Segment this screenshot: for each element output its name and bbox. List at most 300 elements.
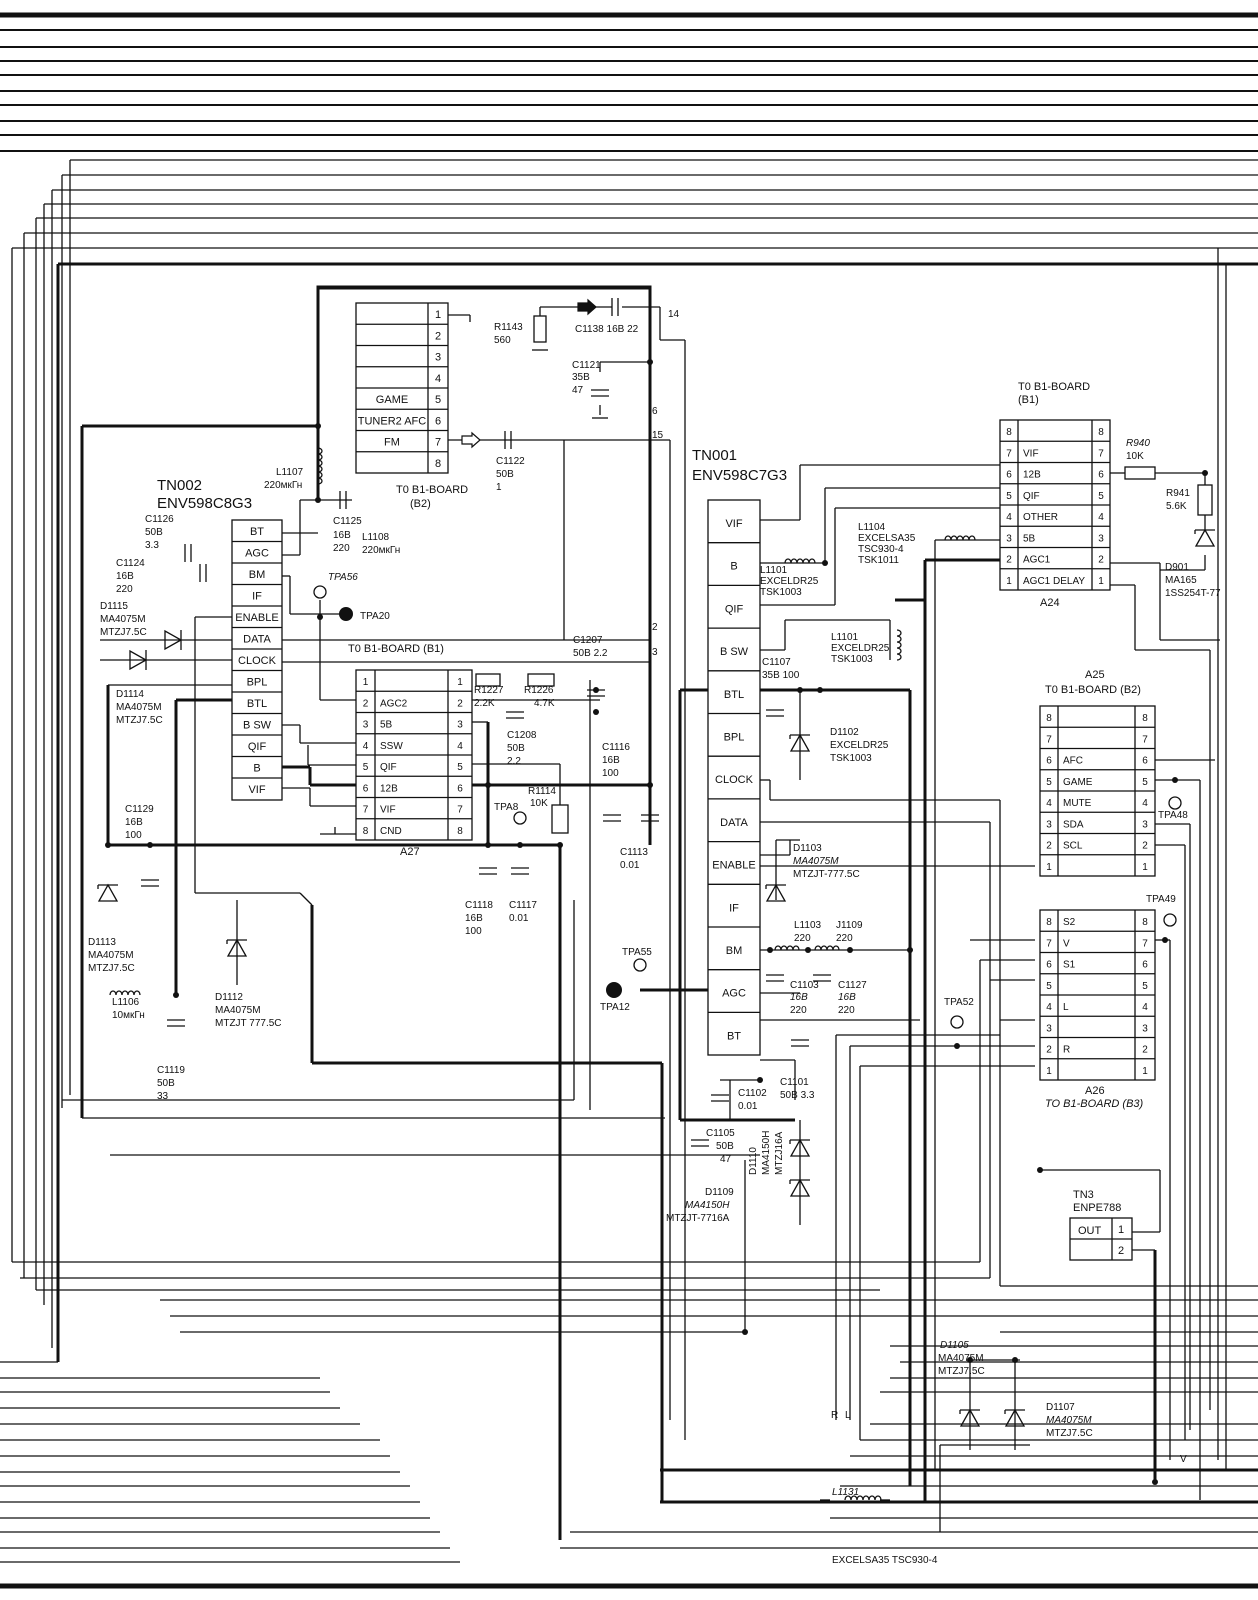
junction-dot: [767, 947, 773, 953]
a24-label-1: AGC1 DELAY: [1023, 575, 1086, 587]
c1116-value: 100: [602, 768, 619, 779]
d1109-label: D1109: [705, 1187, 734, 1198]
c1102-value: 0.01: [738, 1101, 758, 1112]
a25-label-6: AFC: [1063, 755, 1083, 767]
c1103-label: C1103: [790, 980, 819, 991]
a27-label-2: AGC2: [380, 698, 408, 710]
d901-label: D901: [1165, 562, 1189, 573]
a25-title: T0 B1-BOARD (B2): [1045, 684, 1141, 696]
c1118-value: 100: [465, 926, 482, 937]
junction-dot: [1162, 937, 1168, 943]
conn-top-pin-6: 6: [434, 415, 442, 428]
d1102-part-a: EXCELDR25: [830, 740, 889, 751]
a24-pin-right-5: 5: [1098, 490, 1104, 502]
d1114-label: D1114: [116, 689, 144, 700]
l1104-part: EXCELSA35: [858, 533, 916, 544]
c1116-label: C1116: [602, 742, 630, 753]
a26-pin-right-8: 8: [1142, 917, 1148, 928]
junction-dot: [954, 1043, 960, 1049]
d1103-part-b: MTZJT-777.5C: [793, 869, 860, 880]
r940-value: 10K: [1126, 451, 1144, 462]
junction-dot: [805, 947, 811, 953]
c1103-value: 220: [790, 1005, 807, 1016]
c1122-label: C1122: [496, 456, 525, 467]
r941-value: 5.6K: [1166, 501, 1187, 512]
r1143-label: R1143: [494, 322, 523, 333]
tn002-pin-b-sw: B SW: [242, 719, 272, 732]
a24-pin-left-5: 5: [1006, 490, 1012, 502]
d1109-part-a: MA4150H: [685, 1200, 730, 1211]
d1113-part-a: MA4075M: [88, 950, 134, 961]
a26-pin-left-3: 3: [1046, 1023, 1052, 1035]
tn001-pin-if: IF: [729, 902, 739, 915]
c1107-value: 35B 100: [762, 670, 800, 681]
l1108-value: 220мкГн: [362, 545, 401, 556]
junction-dot: [1202, 470, 1208, 476]
a25-pin-right-3: 3: [1142, 819, 1148, 831]
tpa52-test-point: [951, 1016, 963, 1028]
c1127-label: C1127: [838, 980, 867, 991]
conn-top-pin-4: 4: [434, 372, 442, 385]
a24-label-2: AGC1: [1023, 554, 1051, 566]
a26-pin-left-2: 2: [1046, 1044, 1052, 1056]
net-r: R: [831, 1410, 839, 1421]
a26-pin-left-7: 7: [1046, 938, 1052, 950]
conn-top-pin-5: 5: [434, 394, 442, 406]
a24-pin-right-6: 6: [1098, 469, 1104, 481]
a26-title: TO B1-BOARD (B3): [1045, 1098, 1144, 1110]
tn001-pin-bpl: BPL: [723, 731, 745, 744]
tpa8-label: TPA8: [494, 802, 519, 813]
a24-pin-left-2: 2: [1006, 554, 1012, 566]
a27-pin-right-6: 6: [457, 783, 463, 795]
tpa52-label: TPA52: [944, 997, 974, 1008]
r940-label: R940: [1126, 438, 1150, 449]
r1226-value: 4.7K: [534, 698, 555, 709]
net-6: 6: [652, 406, 658, 417]
j1109-value: 220: [836, 933, 853, 944]
tn001-ref: TN001: [692, 447, 738, 464]
net-l: L: [845, 1410, 851, 1421]
a25-pin-left-4: 4: [1046, 798, 1052, 809]
tpa55-label: TPA55: [622, 947, 652, 958]
a25-pin-right-2: 2: [1142, 840, 1148, 852]
tn001-pin-bt: BT: [726, 1030, 742, 1043]
a25-pin-right-6: 6: [1142, 755, 1148, 767]
c1119-rating: 50B: [157, 1078, 175, 1089]
a27-pin-left-2: 2: [362, 698, 369, 710]
l1107-value: 220мкГн: [264, 480, 303, 491]
conn-top-caption-a: T0 B1-BOARD: [396, 484, 469, 496]
a24-label-3: 5B: [1023, 533, 1036, 545]
c1126-rating: 50B: [145, 527, 163, 538]
junction-dot: [1172, 777, 1178, 783]
tn3-out: OUT: [1078, 1225, 1102, 1237]
d1107-label: D1107: [1046, 1402, 1075, 1413]
tn001-pin-data: DATA: [720, 816, 748, 829]
junction-dot: [517, 842, 523, 848]
l1104-label: L1104: [858, 522, 886, 533]
junction-dot: [557, 842, 563, 848]
r1227-label: R1227: [474, 685, 504, 696]
tn001-pin-btl: BTL: [723, 688, 745, 701]
junction-dot: [1012, 1357, 1018, 1363]
a26-label-8: S2: [1063, 917, 1076, 928]
junction-dot: [1037, 1167, 1043, 1173]
l1103-label: L1103: [794, 920, 822, 931]
l1131-label: L1131: [832, 1487, 860, 1498]
a24-pin-left-4: 4: [1006, 512, 1012, 523]
d1110-part-b: MTZJ16A: [774, 1131, 785, 1175]
a26-pin-right-4: 4: [1142, 1002, 1148, 1013]
tn002-pin-clock: CLOCK: [238, 655, 276, 667]
d1109-part-b: MTZJT-7716A: [666, 1213, 730, 1224]
tn002-pin-enable: ENABLE: [235, 612, 279, 624]
a26-pin-right-3: 3: [1142, 1023, 1148, 1035]
c1207-label: C1207: [573, 635, 603, 646]
a25-pin-left-7: 7: [1046, 734, 1052, 746]
a25-pin-right-7: 7: [1142, 734, 1148, 746]
tpa56-label: TPA56: [328, 572, 358, 583]
tn001-pin-b: B: [730, 560, 738, 573]
d1115-part-a: MA4075M: [100, 614, 146, 625]
a27-label-7: VIF: [380, 804, 396, 816]
junction-dot: [105, 842, 111, 848]
a27-label-8: CND: [380, 825, 402, 837]
junction-dot: [907, 947, 913, 953]
r1143-resistor: [534, 316, 546, 342]
a25-pin-left-6: 6: [1046, 755, 1052, 767]
l1106-label: L1106: [112, 997, 140, 1008]
d1112-label: D1112: [215, 992, 243, 1003]
d1112-part-b: MTZJT 777.5C: [215, 1018, 282, 1029]
d1107-part-b: MTZJ7.5C: [1046, 1428, 1093, 1439]
a27-pin-left-4: 4: [362, 740, 369, 752]
c1208-rating: 50B: [507, 743, 525, 754]
c1126-value: 3.3: [145, 540, 159, 551]
c1113-label: C1113: [620, 847, 648, 858]
d1105-part-a: MA4075M: [938, 1353, 984, 1364]
c1127-rating: 16B: [838, 992, 856, 1003]
r940-resistor: [1125, 467, 1155, 479]
tn001-pin-enable: ENABLE: [712, 859, 756, 872]
c1101-label: C1101: [780, 1077, 809, 1088]
junction-dot: [647, 359, 653, 365]
c1118-label: C1118: [465, 900, 493, 911]
a26-label-4: L: [1063, 1002, 1069, 1013]
tn001-pin-qif: QIF: [724, 603, 744, 616]
conn-top-pin-2: 2: [434, 330, 442, 343]
d1105-label: D1105: [940, 1340, 969, 1351]
a24-pin-right-1: 1: [1098, 575, 1104, 587]
a24-pin-left-3: 3: [1006, 533, 1012, 545]
conn-top-pin-7: 7: [434, 436, 442, 449]
a27-pin-left-5: 5: [362, 762, 369, 773]
a26-pin-left-4: 4: [1046, 1002, 1052, 1013]
a27-pin-left-3: 3: [362, 719, 369, 731]
c1129-label: C1129: [125, 804, 154, 815]
a25-pin-right-5: 5: [1142, 776, 1148, 788]
d1110-label: D1110: [748, 1147, 759, 1175]
tn001-pin-bm: BM: [725, 945, 743, 957]
a27-pin-right-4: 4: [457, 740, 463, 752]
junction-dot: [147, 842, 153, 848]
tn001-part: ENV598C7G3: [692, 467, 788, 484]
a27-label-6: 12B: [380, 783, 398, 795]
a26-label-7: V: [1063, 938, 1070, 950]
a24-pin-right-7: 7: [1098, 448, 1104, 460]
d1105-part-b: MTZJ7.5C: [938, 1366, 985, 1377]
c1117-value: 0.01: [509, 913, 529, 924]
d1115-part-b: MTZJ7.5C: [100, 627, 147, 638]
d1114-part-b: MTZJ7.5C: [116, 715, 163, 726]
a27-label-4: SSW: [380, 740, 403, 752]
a25-pin-left-8: 8: [1046, 713, 1052, 724]
a27-pin-right-2: 2: [457, 698, 463, 710]
a25-name: A25: [1085, 669, 1105, 681]
a25-pin-left-1: 1: [1046, 861, 1052, 873]
c1208-label: C1208: [507, 730, 537, 741]
a24-pin-left-7: 7: [1006, 448, 1012, 460]
r941-label: R941: [1166, 488, 1190, 499]
a24-label-4: OTHER: [1023, 512, 1058, 523]
a26-pin-right-7: 7: [1142, 938, 1148, 950]
d1110-part-a: MA4150H: [761, 1130, 772, 1175]
c1102-label: C1102: [738, 1088, 767, 1099]
a24-pin-left-8: 8: [1006, 427, 1012, 438]
c1126-label: C1126: [145, 514, 174, 525]
d1113-label: D1113: [88, 937, 116, 948]
l1106-value: 10мкГн: [112, 1010, 145, 1021]
junction-dot: [1152, 1479, 1158, 1485]
d1103-part-a: MA4075M: [793, 856, 839, 867]
junction-dot: [173, 992, 179, 998]
a26-pin-right-2: 2: [1142, 1044, 1148, 1056]
c1122-rating: 50B: [496, 469, 514, 480]
d901-part-a: MA165: [1165, 575, 1197, 586]
a26-pin-left-8: 8: [1046, 917, 1052, 928]
conn-top-label-6: TUNER2 AFC: [357, 415, 427, 428]
conn-top-label-7: FM: [384, 436, 400, 449]
r1143-value: 560: [494, 335, 511, 346]
a26-pin-right-5: 5: [1142, 980, 1148, 992]
junction-dot: [742, 1329, 748, 1335]
conn-top-pin-8: 8: [434, 457, 442, 470]
c1125-rating: 16B: [333, 530, 351, 541]
a27-pin-right-5: 5: [457, 762, 463, 773]
junction-dot: [485, 842, 491, 848]
tn3-part: ENPE788: [1073, 1202, 1122, 1214]
junction-dot: [317, 614, 323, 620]
tn002-pin-bt: BT: [249, 526, 265, 538]
l1104-code: TSC930-4: [858, 544, 904, 555]
tn002-ref: TN002: [157, 477, 203, 494]
a24-label-5: QIF: [1023, 490, 1040, 502]
r1114-value: 10K: [530, 798, 548, 809]
d1114-part-a: MA4075M: [116, 702, 162, 713]
c1207-value: 50B 2.2: [573, 648, 608, 659]
a24-pin-left-1: 1: [1006, 575, 1012, 587]
a25-pin-left-2: 2: [1046, 840, 1052, 852]
c1116-rating: 16B: [602, 755, 620, 766]
d1102-part-b: TSK1003: [830, 753, 872, 764]
a26-pin-left-1: 1: [1046, 1065, 1052, 1077]
tpa55-test-point: [634, 959, 646, 971]
a26-pin-left-5: 5: [1046, 980, 1052, 992]
tpa12-label: TPA12: [600, 1002, 630, 1013]
tn002-pin-data: DATA: [243, 633, 271, 646]
tpa48-label: TPA48: [1158, 810, 1188, 821]
net-2: 2: [652, 622, 658, 633]
tn3-pin1: 1: [1118, 1224, 1125, 1236]
a27-pin-right-7: 7: [457, 804, 463, 816]
tn001-pin-vif: VIF: [725, 518, 743, 530]
c1117-label: C1117: [509, 900, 537, 911]
tn002-pin-qif: QIF: [247, 741, 267, 753]
junction-dot: [593, 709, 599, 715]
l1101-top-part: EXCELDR25: [760, 576, 819, 587]
a25-label-4: MUTE: [1063, 798, 1092, 809]
c1138-label: C1138 16B 22: [575, 324, 639, 335]
tn001-pin-b-sw: B SW: [719, 646, 749, 659]
r1114-resistor: [552, 805, 568, 833]
junction-dot: [485, 782, 491, 788]
a24-pin-right-8: 8: [1098, 427, 1104, 438]
a25-label-3: SDA: [1063, 819, 1084, 831]
l1101-top-label: L1101: [760, 565, 788, 576]
a26-pin-right-1: 1: [1142, 1065, 1148, 1077]
tn002-pin-bm: BM: [248, 569, 266, 581]
l1107-label: L1107: [276, 467, 304, 478]
junction-dot: [315, 423, 321, 429]
c1125-label: C1125: [333, 516, 362, 527]
a26-name: A26: [1085, 1085, 1105, 1097]
c1124-value: 220: [116, 584, 133, 595]
c1121-value: 47: [572, 385, 584, 396]
a26-pin-right-6: 6: [1142, 959, 1148, 971]
c1118-rating: 16B: [465, 913, 483, 924]
a27-label-3: 5B: [380, 719, 393, 731]
tpa20-label: TPA20: [360, 611, 390, 622]
tn3-pin2: 2: [1118, 1245, 1125, 1257]
a24-pin-right-4: 4: [1098, 512, 1104, 523]
c1121-label: C1121: [572, 360, 601, 371]
c1129-value: 100: [125, 830, 142, 841]
tpa56-test-point: [314, 586, 326, 598]
a27-name: A27: [400, 846, 420, 858]
d901-part-b: 1SS254T-77: [1165, 588, 1221, 599]
tn3-ref: TN3: [1073, 1189, 1094, 1201]
tpa8-test-point: [514, 812, 526, 824]
c1208-value: 2.2: [507, 756, 521, 767]
a25-pin-right-4: 4: [1142, 798, 1148, 809]
conn-top-pin-1: 1: [434, 309, 442, 321]
c1103-rating: 16B: [790, 992, 808, 1003]
c1105-value: 47: [720, 1154, 732, 1165]
l1101-bottom-label: L1101: [831, 632, 859, 643]
l1101-top-code: TSK1003: [760, 587, 802, 598]
junction-dot: [757, 1077, 763, 1083]
tn002-part: ENV598C8G3: [157, 495, 253, 512]
junction-dot: [315, 497, 321, 503]
tpa48-test-point: [1169, 797, 1181, 809]
r941-resistor: [1198, 485, 1212, 515]
c1105-label: C1105: [706, 1128, 735, 1139]
c1101-value: 50B 3.3: [780, 1090, 815, 1101]
a27-pin-right-8: 8: [457, 825, 463, 837]
l1103-value: 220: [794, 933, 811, 944]
a25-label-5: GAME: [1063, 776, 1093, 788]
c1105-rating: 50B: [716, 1141, 734, 1152]
tpa49-test-point: [1164, 914, 1176, 926]
tn002-pin-agc: AGC: [245, 547, 269, 560]
tn002-pin-if: IF: [252, 590, 262, 603]
a25-pin-right-1: 1: [1142, 861, 1148, 873]
conn-top-label-5: GAME: [375, 394, 409, 406]
d1103-label: D1103: [793, 843, 822, 854]
junction-dot: [822, 560, 828, 566]
a24-pin-left-6: 6: [1006, 469, 1012, 481]
junction-dot: [647, 782, 653, 788]
tn001-pin-clock: CLOCK: [715, 774, 753, 787]
l1101-bottom-part: EXCELDR25: [831, 643, 890, 654]
net-v: V: [1180, 1454, 1187, 1465]
l1101-bottom-code: TSK1003: [831, 654, 873, 665]
c1129-rating: 16B: [125, 817, 143, 828]
tpa12-test-point: [606, 982, 622, 998]
tpa49-label: TPA49: [1146, 894, 1176, 905]
r1114-label: R1114: [528, 786, 556, 797]
tn002-pin-bpl: BPL: [246, 676, 268, 689]
tpa20-test-point: [339, 607, 353, 621]
c1113-value: 0.01: [620, 860, 640, 871]
a27-pin-left-6: 6: [362, 783, 369, 795]
a27-pin-left-8: 8: [362, 825, 369, 837]
net-14: 14: [668, 309, 680, 320]
l1131-value: EXCELSA35 TSC930-4: [832, 1555, 938, 1566]
a25-pin-right-8: 8: [1142, 713, 1148, 724]
junction-dot: [593, 687, 599, 693]
c1122-value: 1: [496, 482, 502, 493]
conn-top-pin-3: 3: [434, 351, 442, 364]
tn002-pin-b: B: [253, 762, 261, 775]
tn001-pin-agc: AGC: [722, 987, 746, 1000]
a27-label-5: QIF: [380, 762, 397, 773]
c1119-value: 33: [157, 1091, 169, 1102]
junction-dot: [817, 687, 823, 693]
a24-label-6: 12B: [1023, 469, 1041, 481]
a26-label-6: S1: [1063, 959, 1076, 971]
a27-pin-left-1: 1: [362, 677, 369, 688]
r1226-label: R1226: [524, 685, 554, 696]
j1109-label: J1109: [836, 920, 863, 931]
d1112-part-a: MA4075M: [215, 1005, 261, 1016]
a24-label-7: VIF: [1023, 448, 1039, 460]
a27-pin-right-3: 3: [457, 719, 463, 731]
c1121-rating: 35B: [572, 372, 590, 383]
c1107-label: C1107: [762, 657, 791, 668]
c1124-label: C1124: [116, 558, 145, 569]
a25-pin-left-5: 5: [1046, 776, 1052, 788]
a26-pin-left-6: 6: [1046, 959, 1052, 971]
a27-pin-left-7: 7: [362, 804, 369, 816]
r1227-value: 2.2K: [474, 698, 495, 709]
a24-pin-right-2: 2: [1098, 554, 1104, 566]
c1125-value: 220: [333, 543, 350, 554]
c1119-label: C1119: [157, 1065, 185, 1076]
junction-dot: [847, 947, 853, 953]
d1107-part-a: MA4075M: [1046, 1415, 1092, 1426]
